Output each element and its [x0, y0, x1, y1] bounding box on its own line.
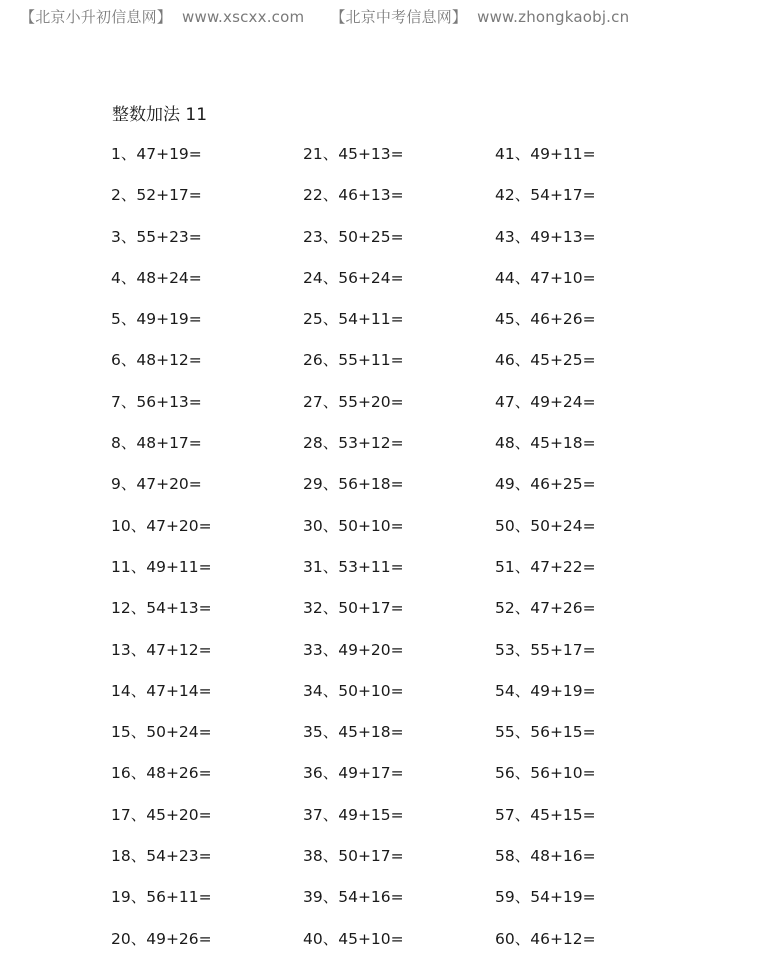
problem-item: 54、49+19=	[495, 681, 596, 700]
problem-item: 24、56+24=	[303, 268, 404, 287]
problem-item: 34、50+10=	[303, 681, 404, 700]
problem-item: 53、55+17=	[495, 640, 596, 659]
problem-item: 51、47+22=	[495, 557, 596, 576]
page-header	[20, 6, 629, 27]
problem-item: 12、54+13=	[111, 599, 212, 618]
problem-item: 10、47+20=	[111, 516, 212, 535]
problem-item: 21、45+13=	[303, 145, 404, 163]
problem-item: 44、47+10=	[495, 268, 596, 287]
problem-item: 50、50+24=	[495, 516, 596, 535]
problem-item: 2、52+17=	[111, 186, 202, 205]
problem-item: 22、46+13=	[303, 186, 404, 205]
problem-item: 25、54+11=	[303, 310, 404, 329]
problem-item: 17、45+20=	[111, 805, 212, 824]
problem-item: 48、45+18=	[495, 434, 596, 453]
problem-item: 5、49+19=	[111, 310, 202, 329]
problem-item: 23、50+25=	[303, 227, 404, 246]
worksheet-title: 整数加法 11	[112, 105, 208, 125]
problem-item: 41、49+11=	[495, 145, 596, 163]
problem-item: 13、47+12=	[111, 640, 212, 659]
problem-item: 1、47+19=	[111, 145, 202, 163]
problem-item: 43、49+13=	[495, 227, 596, 246]
problem-item: 38、50+17=	[303, 847, 404, 866]
problem-item: 58、48+16=	[495, 847, 596, 866]
problem-item: 33、49+20=	[303, 640, 404, 659]
problem-item: 16、48+26=	[111, 764, 212, 783]
problem-item: 4、48+24=	[111, 268, 202, 287]
problem-column	[111, 140, 212, 966]
problem-item: 47、49+24=	[495, 392, 596, 411]
header-site-url-right: www.zhongkaobj.cn	[477, 8, 630, 26]
problem-item: 46、45+25=	[495, 351, 596, 370]
problem-item: 30、50+10=	[303, 516, 404, 535]
problem-item: 11、49+11=	[111, 557, 212, 576]
problem-item: 36、49+17=	[303, 764, 404, 783]
problem-item: 7、56+13=	[111, 392, 202, 411]
header-site-name-left: 【北京小升初信息网】	[20, 8, 173, 26]
problem-item: 14、47+14=	[111, 681, 212, 700]
problem-item: 60、46+12=	[495, 929, 596, 948]
problem-item: 19、56+11=	[111, 888, 212, 907]
problem-item: 20、49+26=	[111, 929, 212, 948]
problem-item: 26、55+11=	[303, 351, 404, 370]
problem-item: 28、53+12=	[303, 434, 404, 453]
header-site-name-right: 【北京中考信息网】	[330, 8, 468, 26]
problem-column	[303, 140, 404, 966]
problem-item: 42、54+17=	[495, 186, 596, 205]
problem-item: 27、55+20=	[303, 392, 404, 411]
problem-item: 15、50+24=	[111, 723, 212, 742]
problem-item: 31、53+11=	[303, 557, 404, 576]
problem-item: 18、54+23=	[111, 847, 212, 866]
problem-item: 35、45+18=	[303, 723, 404, 742]
header-site-url-left: www.xscxx.com	[182, 8, 305, 26]
problem-item: 56、56+10=	[495, 764, 596, 783]
problem-item: 45、46+26=	[495, 310, 596, 329]
problem-item: 32、50+17=	[303, 599, 404, 618]
problem-item: 3、55+23=	[111, 227, 202, 246]
problem-item: 39、54+16=	[303, 888, 404, 907]
problem-item: 8、48+17=	[111, 434, 202, 453]
problem-item: 52、47+26=	[495, 599, 596, 618]
problem-item: 57、45+15=	[495, 805, 596, 824]
problem-item: 49、46+25=	[495, 475, 596, 494]
problem-item: 37、49+15=	[303, 805, 404, 824]
problem-item: 6、48+12=	[111, 351, 202, 370]
problem-item: 40、45+10=	[303, 929, 404, 948]
problem-item: 55、56+15=	[495, 723, 596, 742]
problem-item: 59、54+19=	[495, 888, 596, 907]
problem-item: 9、47+20=	[111, 475, 202, 494]
problem-column	[495, 140, 596, 966]
problem-item: 29、56+18=	[303, 475, 404, 494]
